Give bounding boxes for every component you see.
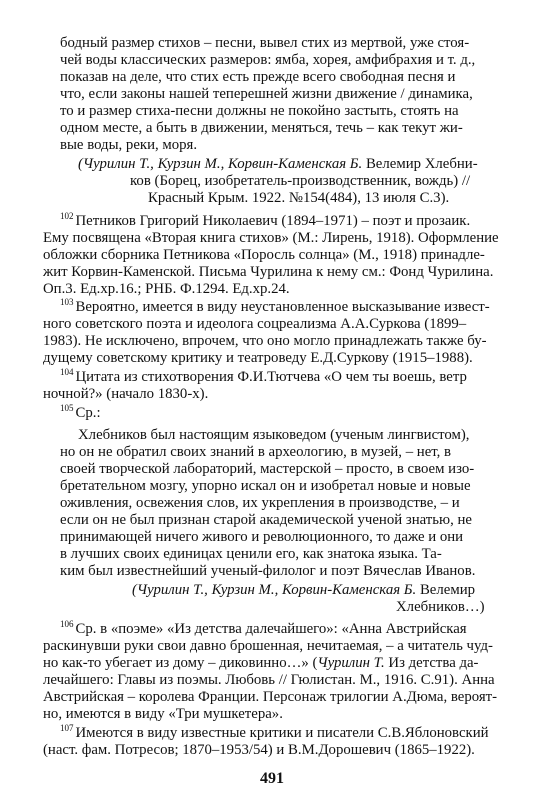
footnote-first-line: [60, 725, 489, 743]
quote-line: то и размер стиха-песни должны не покойно застыть, стоять на: [60, 103, 459, 119]
footnote-number: 102: [60, 211, 74, 221]
footnote-text: Ср. в «поэме» «Из детства далечайшего»: «Анна Австрийская: [75, 621, 467, 637]
footnote-number: 103: [60, 297, 74, 307]
footnote-first-line: [60, 621, 467, 639]
citation-authors: (Чурилин Т., Курзин М., Корвин-Каменская Б.: [132, 582, 417, 598]
footnote-line: Ему посвящена «Вторая книга стихов» (М.: Лирень, 1918). Оформление: [43, 230, 499, 246]
footnote-line: обложки сборника Петникова «Поросль солнца» (М., 1918) принадле-: [43, 247, 485, 263]
quote-line: Хлебников был настоящим языковедом (ученым лингвистом),: [78, 427, 470, 443]
footnote-text: Цитата из стихотворения Ф.И.Тютчева «О чем ты воешь, ветр: [75, 369, 467, 385]
footnote-first-line: [60, 369, 467, 387]
footnote-line: ного советского поэта и идеолога соцреализма А.А.Суркова (1899–: [43, 316, 467, 332]
footnote-text: Петников Григорий Николаевич (1894–1971) – поэт и прозаик.: [75, 213, 471, 229]
footnote-line: Оп.3. Ед.хр.16.; РНБ. Ф.1294. Ед.хр.24.: [43, 281, 290, 297]
quote-line: вые воды, реки, моря.: [60, 137, 198, 153]
footnote-line: Австрийская – королева Франции. Персонаж трилогии А.Дюма, вероят-: [43, 689, 498, 705]
quote-line: если он не был признан старой академической ученой знатью, не: [60, 512, 472, 528]
footnote-number: 104: [60, 367, 74, 377]
footnote-line: 1983). Не исключено, впрочем, что оно могло принадлежать также бу-: [43, 333, 487, 349]
footnote-first-line: [60, 213, 470, 231]
citation-authors: (Чурилин Т., Курзин М., Корвин-Каменская Б.: [78, 156, 363, 172]
quote-line: но он не обратил своих знаний в археологию, в музей, – нет, в: [60, 444, 452, 460]
citation: [132, 582, 475, 599]
footnote-text: Ср.:: [75, 405, 101, 421]
footnote-line: [43, 655, 478, 672]
footnote-line: (наст. фам. Потресов; 1870–1953/54) и В.М.Дорошевич (1865–1922).: [43, 742, 475, 758]
footnote-text: Имеются в виду известные критики и писатели С.В.Яблоновский: [75, 725, 489, 741]
footnote-text: Из детства да-: [388, 655, 479, 671]
citation: [78, 156, 478, 173]
quote-line: что, если законы нашей теперешней жизни движение / динамика,: [60, 86, 473, 102]
footnote-first-line: [60, 299, 490, 317]
quote-line: чей воды классических размеров: ямба, хорея, амфибрахия и т. д.,: [60, 52, 476, 68]
footnote-line: лечайшего: Главы из поэмы. Любовь // Гюлистан. М., 1916. С.91). Анна: [43, 672, 495, 688]
quote-line: одном месте, а быть в движении, меняться, течь – как текут жи-: [60, 120, 463, 136]
quote-line: показав на деле, что стих есть прежде всего свободная песня и: [60, 69, 456, 85]
footnote-number: 106: [60, 619, 74, 629]
footnote-text: но как-то убегает из дому – диковинно…» (: [43, 655, 318, 671]
citation-line: ков (Борец, изобретатель-производственник, вождь) //: [130, 173, 471, 189]
footnote-author: Чурилин Т.: [317, 655, 385, 671]
quote-line: в лучших своих единицах ценили его, как знатока языка. Та-: [60, 546, 442, 562]
footnote-text: Вероятно, имеется в виду неустановленное высказывание извест-: [75, 299, 490, 315]
quote-line: бодный размер стихов – песни, вывел стих из мертвой, уже стоя-: [60, 35, 470, 51]
citation-title: Велемир Хлебни-: [365, 156, 478, 172]
footnote-line: раскинувши руки свои давно брошенная, нечитаемая, – а читатель чуд-: [43, 638, 493, 654]
page-number: 491: [260, 770, 284, 787]
quote-line: ким был известнейший ученый-филолог и поэт Вячеслав Иванов.: [60, 563, 476, 579]
footnote-line: но, имеются в виду «Три мушкетера».: [43, 706, 283, 722]
citation-line: Красный Крым. 1922. №154(484), 13 июля С.3).: [148, 190, 450, 206]
footnote-number: 107: [60, 723, 74, 733]
quote-line: оживления, освежения слов, их укрепления в производстве, – и: [60, 495, 460, 511]
footnote-line: дущему советскому критику и театроведу Е.Д.Суркову (1915–1988).: [43, 350, 473, 366]
quote-line: бретательном мозгу, упорно искал он и изобретал новые и новые: [60, 478, 471, 494]
footnote-first-line: [60, 405, 101, 423]
citation-title: Велемир: [419, 582, 476, 598]
quote-line: своей творческой лабораторий, мастерской – просто, в своем изо-: [60, 461, 475, 477]
footnote-line: ночной?» (начало 1830-х).: [43, 386, 209, 402]
quote-line: принимающей ничего живого и революционного, то даже и они: [60, 529, 464, 545]
citation-line: Хлебников…): [396, 599, 485, 615]
footnote-number: 105: [60, 403, 74, 413]
footnote-line: жит Корвин-Каменской. Письма Чурилина к нему см.: Фонд Чурилина.: [43, 264, 494, 280]
